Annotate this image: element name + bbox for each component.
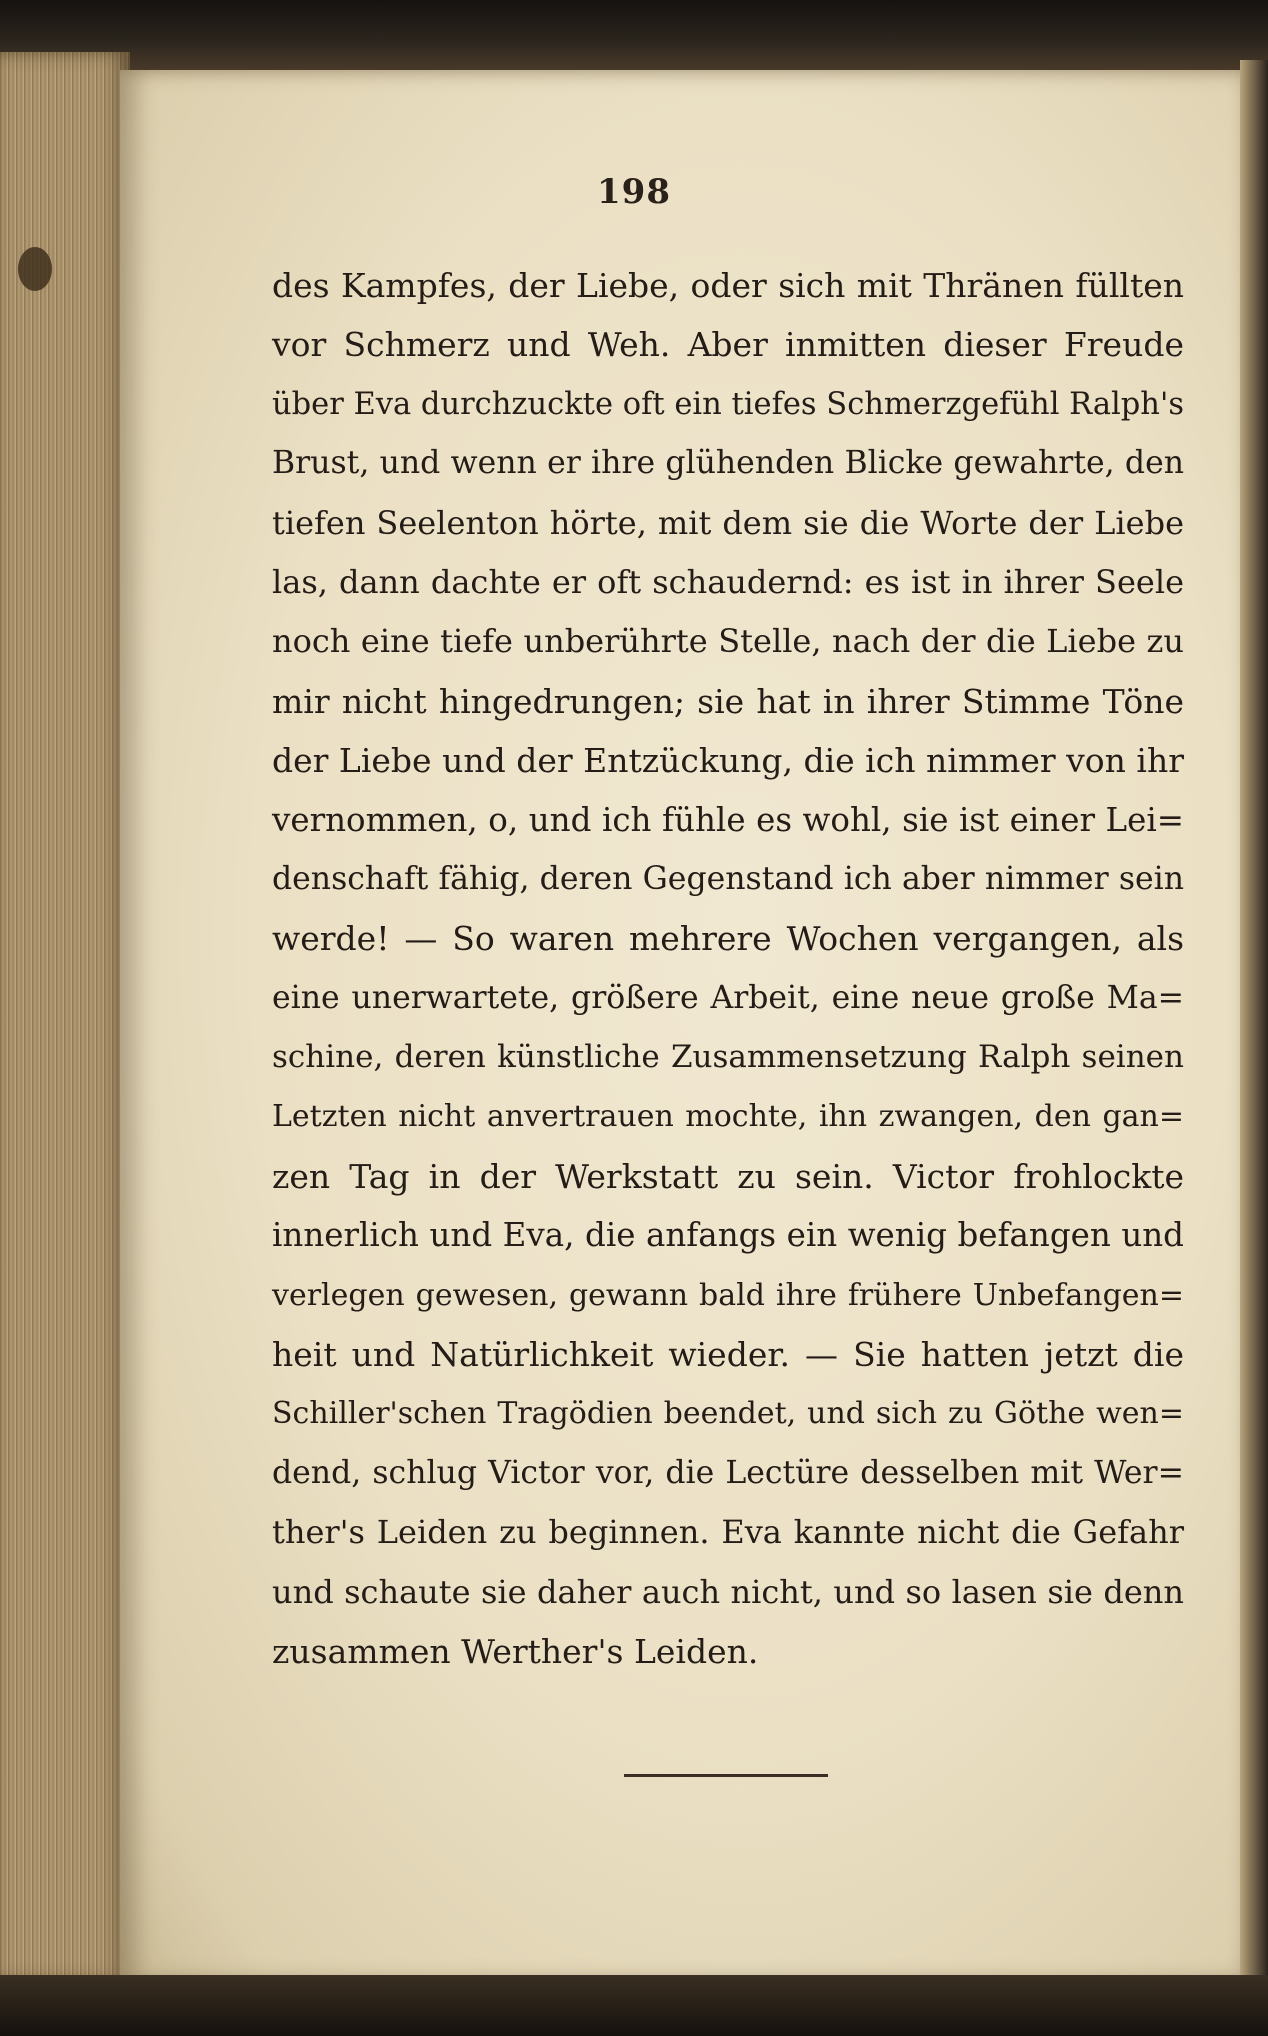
text-line: zen Tag in der Werkstatt zu sein. Victor frohlockte [272, 1156, 1184, 1196]
text-line: verlegen gewesen, gewann bald ihre frühere Unbefangen= [272, 1277, 1184, 1313]
text-line: las, dann dachte er oft schaudernd: es ist in ihrer Seele [272, 562, 1184, 601]
text-line: ther's Leiden zu beginnen. Eva kannte nicht die Gefahr [272, 1513, 1184, 1552]
text-line: über Eva durchzuckte oft ein tiefes Schmerzgefühl Ralph's [272, 386, 1184, 422]
book-right-edge [1240, 60, 1268, 1990]
text-line-last: zusammen Werther's Leiden. [272, 1631, 759, 1671]
text-line: noch eine tiefe unberührte Stelle, nach der die Liebe zu [272, 622, 1184, 661]
text-line: vernommen, o, und ich fühle es wohl, sie ist einer Lei= [272, 800, 1184, 839]
text-line: Letzten nicht anvertrauen mochte, ihn zwangen, den gan= [272, 1099, 1184, 1135]
page-stack-edge [0, 52, 130, 1982]
ink-stain [18, 247, 52, 291]
text-line: mir nicht hingedrungen; sie hat in ihrer Stimme Töne [272, 681, 1184, 721]
text-line: heit und Natürlichkeit wieder. — Sie hatten jetzt die [272, 1335, 1184, 1375]
text-line: und schaute sie daher auch nicht, und so lasen sie denn [272, 1572, 1184, 1611]
text-line: dend, schlug Victor vor, die Lectüre desselben mit Wer= [272, 1454, 1184, 1491]
text-line: des Kampfes, der Liebe, oder sich mit Thränen füllten [272, 266, 1184, 305]
section-end-rule [624, 1774, 828, 1777]
text-line: eine unerwartete, größere Arbeit, eine neue große Ma= [272, 979, 1184, 1016]
text-line: tiefen Seelenton hörte, mit dem sie die Worte der Liebe [272, 503, 1184, 542]
text-line: werde! — So waren mehrere Wochen vergangen, als [272, 919, 1184, 959]
text-line: der Liebe und der Entzückung, die ich nimmer von ihr [272, 741, 1184, 781]
text-line: innerlich und Eva, die anfangs ein wenig befangen und [272, 1216, 1184, 1255]
book-top-edge [0, 0, 1268, 72]
page-number: 198 [597, 172, 671, 212]
text-line: Schiller'schen Tragödien beendet, und sich zu Göthe wen= [272, 1396, 1184, 1432]
text-line: denschaft fähig, deren Gegenstand ich aber nimmer sein [272, 860, 1184, 897]
body-text [272, 256, 1184, 1681]
book-bottom-edge [0, 1975, 1268, 2036]
text-line: schine, deren künstliche Zusammensetzung Ralph seinen [272, 1039, 1184, 1076]
text-line: Brust, und wenn er ihre glühenden Blicke gewahrte, den [272, 445, 1184, 482]
text-line: vor Schmerz und Weh. Aber inmitten dieser Freude [272, 325, 1184, 365]
